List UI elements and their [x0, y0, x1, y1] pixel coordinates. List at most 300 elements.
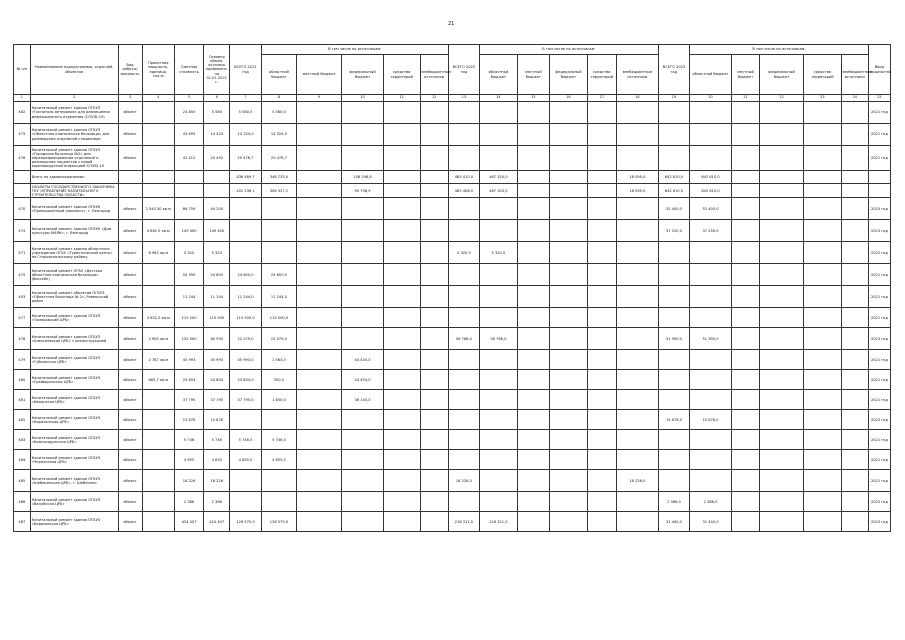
amount-cell — [383, 390, 420, 410]
row-number-cell: 481 — [14, 390, 31, 410]
commission-year-cell: 2021 год — [868, 350, 890, 370]
amount-cell — [804, 264, 842, 286]
sub-federal-2023: федеральный бюджет — [760, 55, 804, 95]
capacity-cell — [142, 146, 174, 171]
work-type-cell — [118, 184, 142, 198]
amount-cell — [804, 328, 842, 350]
amount-cell — [587, 492, 616, 512]
amount-cell — [841, 308, 868, 328]
remaining-cell: 5 746 — [204, 430, 230, 450]
column-number: 20 — [690, 95, 732, 102]
amount-cell — [550, 220, 588, 242]
amount-cell: 44 430,0 — [342, 350, 384, 370]
remaining-cell: 15 678 — [204, 410, 230, 430]
sub-extrabudget-2023: внебюджетные источники — [841, 55, 868, 95]
amount-cell — [230, 220, 261, 242]
commission-year-cell: 2021 год — [868, 264, 890, 286]
amount-cell — [587, 450, 616, 470]
table-row — [14, 242, 891, 264]
amount-cell: 485 410,0 — [448, 171, 479, 184]
work-type-cell: объект — [118, 430, 142, 450]
row-number-cell — [14, 171, 31, 184]
amount-cell — [297, 410, 342, 430]
amount-cell — [448, 220, 479, 242]
amount-cell — [550, 308, 588, 328]
capacity-cell: 6 982 кв.м — [142, 242, 174, 264]
amount-cell — [517, 264, 549, 286]
amount-cell — [517, 184, 549, 198]
sub-extrabudget-2022: внебюджетные источники — [616, 55, 658, 95]
amount-cell: 18 226,0 — [448, 470, 479, 492]
amount-cell — [342, 198, 384, 220]
col-capacity-header: Проектная мощность, единица, тыс.м — [142, 45, 174, 95]
column-number: 17 — [587, 95, 616, 102]
commission-year-cell: 2023 год — [868, 512, 890, 532]
amount-cell — [587, 184, 616, 198]
amount-cell — [420, 450, 448, 470]
amount-cell — [587, 512, 616, 532]
amount-cell — [731, 102, 759, 124]
column-number: 13 — [448, 95, 479, 102]
amount-cell — [420, 198, 448, 220]
table-row — [14, 450, 891, 470]
estimated-cost-cell: 42 412 — [174, 146, 203, 171]
amount-cell — [804, 390, 842, 410]
amount-cell: 467 320,0 — [480, 171, 518, 184]
amount-cell — [731, 124, 759, 146]
amount-cell — [342, 492, 384, 512]
object-name-cell: Капитальный ремонт здания ОГБУЗ «Корочанская ЦРБ» — [30, 410, 118, 430]
amount-cell — [616, 146, 658, 171]
amount-cell — [804, 410, 842, 430]
amount-cell — [517, 308, 549, 328]
amount-cell — [448, 370, 479, 390]
amount-cell — [587, 350, 616, 370]
amount-cell — [690, 350, 732, 370]
amount-cell — [383, 512, 420, 532]
amount-cell — [616, 492, 658, 512]
amount-cell — [760, 124, 804, 146]
capacity-cell: 3 900 кв.м — [142, 328, 174, 350]
amount-cell — [420, 286, 448, 308]
capacity-cell — [142, 470, 174, 492]
table-row — [14, 390, 891, 410]
amount-cell — [690, 146, 732, 171]
amount-cell — [841, 470, 868, 492]
object-name-cell: ОБЪЕКТЫ ГОСУДАРСТВЕННОГО ЗАКАЗЧИКА ГКУ «УПРАВЛЕНИЕ КАПИТАЛЬНОГО СТРОИТЕЛЬСТВА ОБЛАСТИ» — [30, 184, 118, 198]
amount-cell — [690, 286, 732, 308]
capacity-cell: 865,7 кв.м — [142, 370, 174, 390]
commission-year-cell: 2021 год — [868, 102, 890, 124]
col-undev-header: Освоено объем, осталось профинанс. на 01.01.2021 г. — [204, 45, 230, 95]
column-number: 15 — [517, 95, 549, 102]
amount-cell — [587, 264, 616, 286]
amount-cell — [297, 102, 342, 124]
amount-cell — [297, 430, 342, 450]
column-number: 18 — [616, 95, 658, 102]
amount-cell — [480, 220, 518, 242]
row-number-cell: 484 — [14, 450, 31, 470]
amount-cell — [448, 492, 479, 512]
amount-cell — [383, 350, 420, 370]
capacity-cell: 2 787 кв.м — [142, 350, 174, 370]
amount-cell — [587, 286, 616, 308]
amount-cell — [760, 242, 804, 264]
estimated-cost-cell: 24 804 — [174, 370, 203, 390]
amount-cell — [760, 198, 804, 220]
amount-cell: 4 655,0 — [230, 450, 261, 470]
amount-cell — [804, 450, 842, 470]
amount-cell — [517, 171, 549, 184]
amount-cell — [616, 370, 658, 390]
amount-cell — [480, 102, 518, 124]
commission-year-cell: 2021 год — [868, 390, 890, 410]
amount-cell — [420, 328, 448, 350]
amount-cell — [804, 430, 842, 450]
amount-cell — [690, 242, 732, 264]
capacity-cell: 2 045,30 кв.м — [142, 198, 174, 220]
remaining-cell: 115 500 — [204, 308, 230, 328]
amount-cell — [480, 370, 518, 390]
work-type-cell: объект — [118, 450, 142, 470]
commission-year-cell: 2021 год — [868, 124, 890, 146]
amount-cell — [658, 370, 689, 390]
column-number: 7 — [230, 95, 261, 102]
amount-cell — [616, 390, 658, 410]
amount-cell: 56 766,0 — [480, 328, 518, 350]
amount-cell — [760, 512, 804, 532]
commission-year-cell: 2022 год — [868, 470, 890, 492]
amount-cell — [517, 286, 549, 308]
amount-cell — [480, 124, 518, 146]
col-cost-header: Сметная стоимость — [174, 45, 203, 95]
amount-cell: 108 298,8 — [342, 171, 384, 184]
row-number-cell: 478 — [14, 328, 31, 350]
amount-cell — [841, 102, 868, 124]
amount-cell — [420, 350, 448, 370]
amount-cell — [420, 308, 448, 328]
amount-cell — [448, 308, 479, 328]
amount-cell — [230, 242, 261, 264]
sources-2023-header: В том числе по источникам: — [690, 45, 869, 55]
amount-cell — [587, 146, 616, 171]
amount-cell — [760, 184, 804, 198]
amount-cell — [841, 328, 868, 350]
capacity-cell — [142, 430, 174, 450]
amount-cell — [480, 410, 518, 430]
amount-cell — [616, 512, 658, 532]
amount-cell — [480, 264, 518, 286]
amount-cell — [448, 146, 479, 171]
amount-cell: 31 440,0 — [690, 512, 732, 532]
amount-cell: 2 386,0 — [658, 492, 689, 512]
object-name-cell: Капитальный ремонт здания ОГБУЗ «Валуйская ЦРБ» — [30, 492, 118, 512]
amount-cell — [760, 370, 804, 390]
work-type-cell: объект — [118, 512, 142, 532]
amount-cell — [731, 171, 759, 184]
col-name-header: Наименование подпрограммы, отраслей, объектов — [30, 45, 118, 95]
amount-cell — [383, 450, 420, 470]
col-total-2021-header: ВСЕГО 2021 год — [230, 45, 261, 95]
amount-cell — [517, 328, 549, 350]
amount-cell — [420, 390, 448, 410]
commission-year-cell — [868, 171, 890, 184]
amount-cell: 1 650,0 — [261, 390, 297, 410]
column-number: 22 — [760, 95, 804, 102]
table-row — [14, 470, 891, 492]
amount-cell — [297, 264, 342, 286]
table-row — [14, 328, 891, 350]
estimated-cost-cell — [174, 171, 203, 184]
amount-cell: 24 454,0 — [342, 370, 384, 390]
commission-year-cell: 2021 год — [868, 308, 890, 328]
amount-cell — [760, 220, 804, 242]
col-type-header: Вид работы/ мощность — [118, 45, 142, 95]
estimated-cost-cell: 15 678 — [174, 410, 203, 430]
estimated-cost-cell: 37 795 — [174, 390, 203, 410]
amount-cell: 45 993,0 — [230, 350, 261, 370]
amount-cell — [342, 286, 384, 308]
amount-cell — [383, 102, 420, 124]
capacity-cell — [142, 102, 174, 124]
amount-cell — [420, 124, 448, 146]
remaining-cell: 18 226 — [204, 470, 230, 492]
remaining-cell: 5 320 — [204, 242, 230, 264]
table-row — [14, 102, 891, 124]
amount-cell — [804, 470, 842, 492]
amount-cell — [616, 308, 658, 328]
amount-cell — [297, 492, 342, 512]
amount-cell — [550, 350, 588, 370]
remaining-cell: 44 200 — [204, 198, 230, 220]
commission-year-cell: 2023 год — [868, 492, 890, 512]
amount-cell — [841, 492, 868, 512]
amount-cell: 485 408,0 — [448, 184, 479, 198]
row-number-cell — [14, 184, 31, 198]
amount-cell — [420, 146, 448, 171]
object-name-cell: Капитальный ремонт здания ОГБУЗ «Чернянская ЦРБ» — [30, 450, 118, 470]
work-type-cell: объект — [118, 410, 142, 430]
column-number: 3 — [118, 95, 142, 102]
amount-cell — [731, 370, 759, 390]
row-number-cell: 476 — [14, 146, 31, 171]
amount-cell — [804, 146, 842, 171]
amount-cell: 56 766,0 — [448, 328, 479, 350]
commission-year-cell: 2021 год — [868, 286, 890, 308]
column-number: 1 — [14, 95, 31, 102]
object-name-cell: Капитальный ремонт здания ОГБУЗ «Губкинская ЦРБ» — [30, 350, 118, 370]
amount-cell: 18 226,0 — [616, 470, 658, 492]
amount-cell — [616, 410, 658, 430]
row-number-cell: 479 — [14, 350, 31, 370]
commission-year-cell: 2023 год — [868, 328, 890, 350]
amount-cell — [480, 492, 518, 512]
amount-cell — [616, 102, 658, 124]
amount-cell — [550, 430, 588, 450]
amount-cell — [517, 370, 549, 390]
sub-territory-2022: средства территорий — [587, 55, 616, 95]
amount-cell — [383, 146, 420, 171]
remaining-cell: 4 655 — [204, 450, 230, 470]
amount-cell — [841, 220, 868, 242]
column-number: 9 — [297, 95, 342, 102]
column-number: 16 — [550, 95, 588, 102]
estimated-cost-cell: 2 386 — [174, 492, 203, 512]
estimated-cost-cell: 24 850 — [174, 102, 203, 124]
amount-cell — [297, 450, 342, 470]
sub-local-2022: местный бюджет — [517, 55, 549, 95]
estimated-cost-cell: 424 407 — [174, 512, 203, 532]
remaining-cell: 5 580 — [204, 102, 230, 124]
amount-cell — [383, 264, 420, 286]
amount-cell — [230, 198, 261, 220]
amount-cell — [731, 470, 759, 492]
amount-cell — [480, 430, 518, 450]
table-row — [14, 264, 891, 286]
amount-cell — [658, 124, 689, 146]
amount-cell: 467 303,0 — [480, 184, 518, 198]
work-type-cell: объект — [118, 390, 142, 410]
table-row — [14, 308, 891, 328]
amount-cell — [690, 390, 732, 410]
amount-cell — [297, 198, 342, 220]
amount-cell — [841, 124, 868, 146]
amount-cell — [448, 286, 479, 308]
amount-cell — [383, 198, 420, 220]
amount-cell — [342, 450, 384, 470]
amount-cell — [804, 184, 842, 198]
sub-regional-2023: областной бюджет — [690, 55, 732, 95]
work-type-cell: объект — [118, 328, 142, 350]
row-number-cell: 474 — [14, 220, 31, 242]
table-row — [14, 198, 891, 220]
estimated-cost-cell: 18 226 — [174, 470, 203, 492]
work-type-cell: объект — [118, 124, 142, 146]
amount-cell — [480, 350, 518, 370]
amount-cell — [297, 124, 342, 146]
capacity-cell: 3 652,5 кв.м — [142, 308, 174, 328]
table-row — [14, 370, 891, 390]
amount-cell — [342, 146, 384, 171]
amount-cell: 126 575,0 — [261, 512, 297, 532]
amount-cell — [448, 102, 479, 124]
amount-cell — [841, 146, 868, 171]
amount-cell — [261, 220, 297, 242]
amount-cell: 24 600,0 — [230, 264, 261, 286]
amount-cell — [261, 410, 297, 430]
column-number: 6 — [204, 95, 230, 102]
amount-cell: 402 136,1 — [230, 184, 261, 198]
estimated-cost-cell: 86 759 — [174, 198, 203, 220]
col-total-2022-header: ВСЕГО 2022 год — [448, 45, 479, 95]
amount-cell — [517, 492, 549, 512]
amount-cell: 52 400,0 — [658, 198, 689, 220]
sub-local-2023: местный бюджет — [731, 55, 759, 95]
work-type-cell: объект — [118, 242, 142, 264]
amount-cell — [480, 450, 518, 470]
amount-cell: 24 600,0 — [261, 264, 297, 286]
amount-cell — [760, 430, 804, 450]
amount-cell: 20 476,7 — [230, 146, 261, 171]
table-row — [14, 124, 891, 146]
amount-cell — [297, 308, 342, 328]
amount-cell — [587, 171, 616, 184]
amount-cell — [731, 512, 759, 532]
amount-cell — [804, 492, 842, 512]
amount-cell: 126 575,0 — [230, 512, 261, 532]
estimated-cost-cell: 43 695 — [174, 124, 203, 146]
estimated-cost-cell: 152 500 — [174, 328, 203, 350]
amount-cell: 642 610,0 — [690, 184, 732, 198]
amount-cell — [342, 512, 384, 532]
row-number-cell: 475 — [14, 124, 31, 146]
amount-cell — [760, 328, 804, 350]
amount-cell: 5 746,0 — [230, 430, 261, 450]
column-number: 23 — [804, 95, 842, 102]
amount-cell — [517, 450, 549, 470]
amount-cell — [841, 350, 868, 370]
object-name-cell: Капитальный ремонт здания областного учреждения ОГБУ «Туристический центр» по Старооскольскому району — [30, 242, 118, 264]
estimated-cost-cell: 149 400 — [174, 220, 203, 242]
amount-cell — [480, 390, 518, 410]
amount-cell — [517, 146, 549, 171]
amount-cell — [760, 308, 804, 328]
amount-cell — [383, 410, 420, 430]
amount-cell — [760, 350, 804, 370]
amount-cell — [841, 171, 868, 184]
row-number-cell: 462 — [14, 102, 31, 124]
amount-cell — [731, 430, 759, 450]
amount-cell: 37 795,0 — [230, 390, 261, 410]
capacity-cell — [142, 512, 174, 532]
amount-cell — [383, 308, 420, 328]
amount-cell — [616, 242, 658, 264]
sub-territory-2021: средства территорий — [383, 55, 420, 95]
amount-cell — [587, 124, 616, 146]
remaining-cell — [204, 184, 230, 198]
amount-cell — [420, 512, 448, 532]
work-type-cell: объект — [118, 370, 142, 390]
amount-cell — [731, 450, 759, 470]
object-name-cell: Капитальный ремонт здания ОГБУЗ «Ивнянская ЦРБ» — [30, 390, 118, 410]
amount-cell — [297, 390, 342, 410]
column-number: 24 — [841, 95, 868, 102]
amount-cell: 5 320,0 — [448, 242, 479, 264]
column-number: 11 — [383, 95, 420, 102]
amount-cell: 37 250,0 — [658, 220, 689, 242]
amount-cell — [731, 286, 759, 308]
amount-cell: 14 324,0 — [261, 124, 297, 146]
capacity-cell — [142, 492, 174, 512]
row-number-cell: 483 — [14, 430, 31, 450]
amount-cell — [297, 512, 342, 532]
amount-cell: 51 390,0 — [658, 328, 689, 350]
table-row — [14, 220, 891, 242]
amount-cell — [297, 171, 342, 184]
amount-cell — [342, 430, 384, 450]
amount-cell: 22 079,0 — [230, 328, 261, 350]
commission-year-cell: 2021 год — [868, 146, 890, 171]
object-name-cell: Капитальный ремонт здания ОГБУЗ «Алексеевская ЦРБ» с реконструкцией — [30, 328, 118, 350]
amount-cell — [517, 242, 549, 264]
amount-cell — [616, 328, 658, 350]
amount-cell — [616, 124, 658, 146]
amount-cell — [804, 102, 842, 124]
amount-cell — [517, 430, 549, 450]
amount-cell — [448, 390, 479, 410]
column-number-row — [14, 95, 891, 102]
work-type-cell: объект — [118, 220, 142, 242]
